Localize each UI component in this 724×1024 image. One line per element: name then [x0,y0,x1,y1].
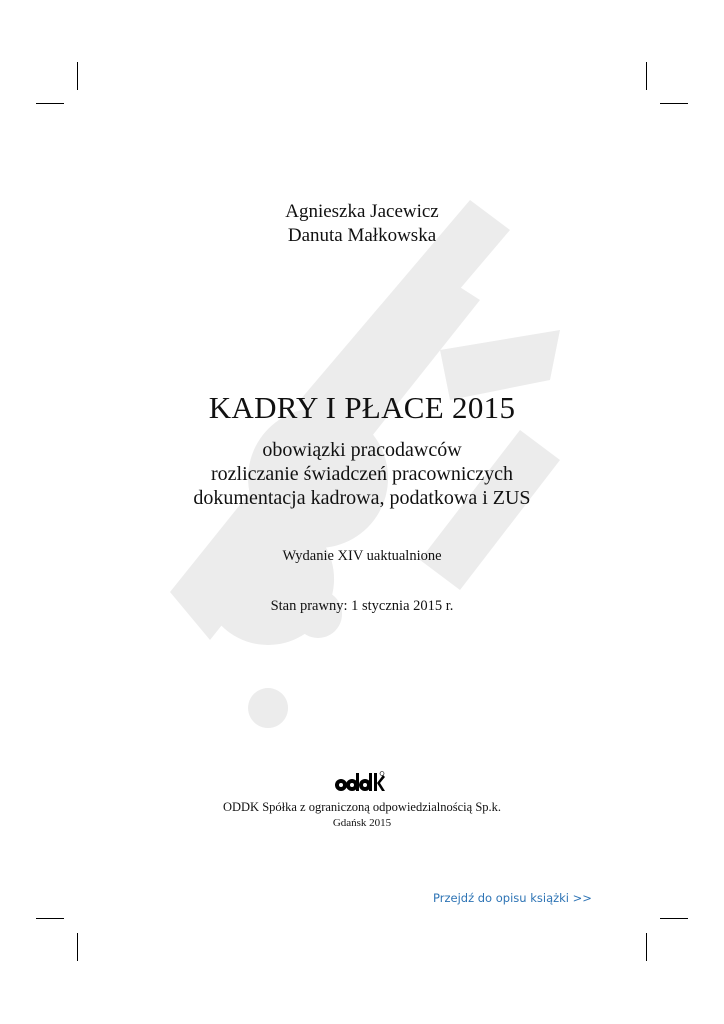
subtitle-line: dokumentacja kadrowa, podatkowa i ZUS [193,487,531,509]
book-title: KADRY I PŁACE 2015 [208,390,516,425]
subtitle-line: rozliczanie świadczeń pracowniczych [210,463,514,485]
authors [0,200,724,248]
subtitle-line: obowiązki pracodawców [262,439,462,461]
book-description-link[interactable]: Przejdź do opisu książki >> [433,891,592,905]
edition-note: Wydanie XIV uaktualnione [282,548,442,564]
publisher-logo-icon [335,771,385,793]
publisher-name: ODDK Spółka z ograniczoną odpowiedzialnością Sp.k. [222,800,502,814]
publication-place-year: Gdańsk 2015 [332,817,392,829]
legal-status: Stan prawny: 1 stycznia 2015 r. [270,598,454,614]
book-subtitle [0,438,724,510]
author-name: Danuta Małkowska [287,225,437,246]
author-name: Agnieszka Jacewicz [285,201,439,222]
